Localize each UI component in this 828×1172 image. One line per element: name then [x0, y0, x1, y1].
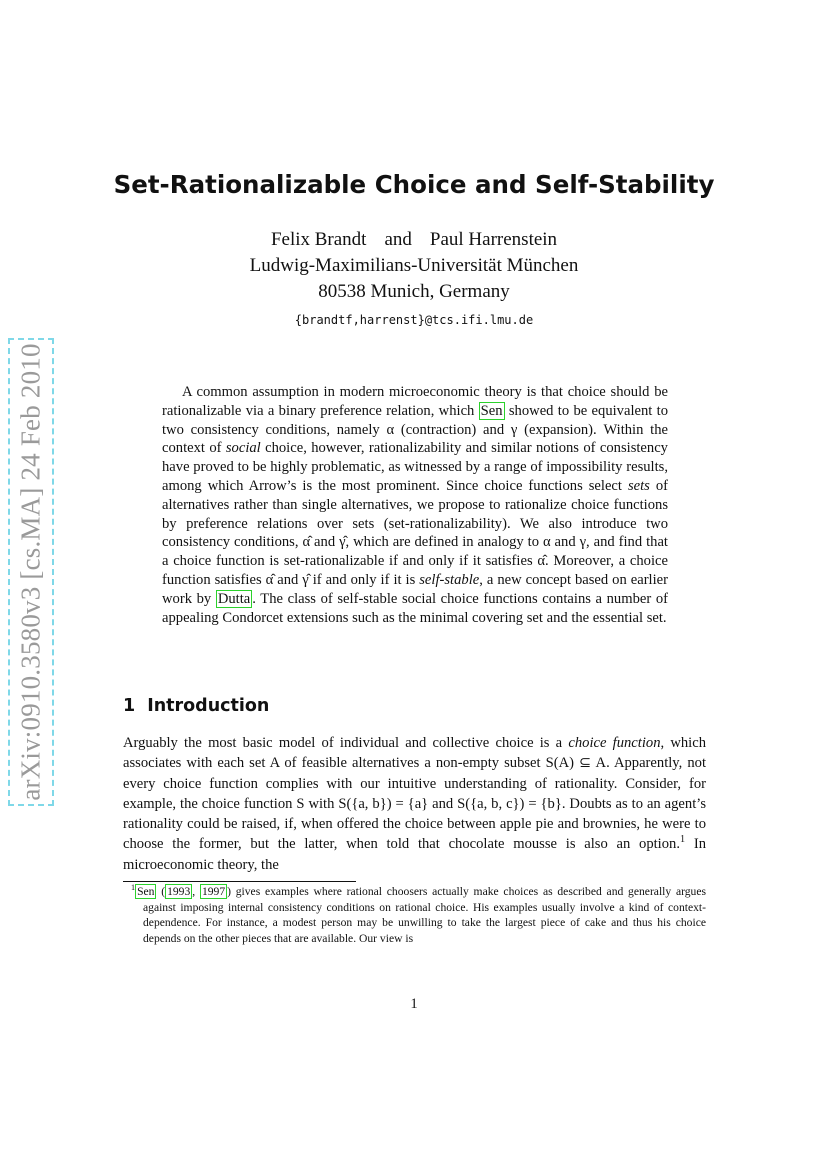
abstract-text: choice, however, rationalizability and similar notions of consistency have proved to be highly problematic, as witnessed by a range of impossibility results, among which Arrow’s is the most prominent. Since choice functions select — [162, 440, 668, 494]
abstract-text: showed to be equivalent to two consistency conditions, namely α (contraction) and γ (expansion). Within the context of — [162, 402, 668, 457]
citation-link[interactable]: Sen — [137, 885, 155, 898]
arxiv-stamp[interactable] — [8, 338, 54, 806]
footnote-text: , — [192, 885, 200, 898]
citation-link[interactable]: 1993 — [167, 885, 191, 898]
section-heading — [123, 696, 269, 716]
abstract-text: of alternatives rather than single alternatives, we propose to rationalize choice functions by preference relations over sets (set-rationalizability). We also introduce two consistency conditions, α̂ and γ̂, which are defined in analogy to α and γ, and find that a choice function is set-rationalizable if and only if it satisfies α̂. Moreover, a choice function satisfies α̂ and γ̂ if and only if it is — [162, 477, 668, 588]
abstract-emphasis: self-stable — [419, 571, 480, 588]
abstract-text: , a new concept based on earlier work by — [162, 571, 669, 607]
page-number: 1 — [410, 996, 418, 1012]
section-number: 1 — [123, 696, 136, 716]
body-text: , which associates with each set A of feasible alternatives a non-empty subset S(A) ⊆ A. Apparently, not every choice function complies with our intuitive understanding of rationality. Consider, for example, the choice function S with S({a, b}) = {a} and S({a, b, c}) = {b}. Doubts as to an agent’s rationality could be raised, if, when offered the choice between apple pie and brownies, he were to choose the former, but the latter, when told that chocolate mousse is also an option. — [123, 735, 707, 853]
body-text: Arguably the most basic model of individual and collective choice is a — [123, 735, 569, 751]
abstract-emphasis: social — [225, 440, 261, 457]
abstract-emphasis: sets — [627, 477, 650, 494]
footnote-rule — [123, 881, 356, 882]
body-emphasis: choice function — [568, 735, 661, 751]
author-conjunction: and — [384, 229, 412, 250]
address: 80538 Munich, Germany — [318, 281, 510, 302]
body-text: In microeconomic theory, the — [123, 836, 706, 873]
intro-paragraph — [123, 733, 706, 875]
abstract — [162, 383, 668, 627]
footnote — [123, 884, 706, 946]
author-line — [0, 227, 828, 253]
email: {brandtf,harrenst}@tcs.ifi.lmu.de — [294, 313, 534, 327]
author-name: Paul Harrenstein — [429, 229, 558, 250]
affiliation: Ludwig-Maximilians-Universität München — [249, 255, 579, 276]
footnote-mark[interactable]: 1 — [679, 834, 686, 846]
abstract-text: . The class of self-stable social choice functions contains a number of appealing Condorcet extensions such as the minimal covering set and the essential set. — [162, 590, 669, 626]
citation-link[interactable]: Dutta — [217, 590, 251, 607]
arxiv-identifier[interactable]: arXiv:0910.3580v3 [cs.MA] 24 Feb 2010 — [15, 343, 46, 801]
citation-link[interactable]: Sen — [480, 402, 503, 419]
section-title: Introduction — [147, 696, 270, 716]
abstract-text: A common assumption in modern microeconomic theory is that choice should be rationalizable via a binary preference relation, which — [162, 384, 668, 419]
footnote-number: 1 — [131, 883, 136, 893]
footnote-text: ) gives examples where rational choosers actually make choices as described and generally argues against imposing internal consistency conditions on rational choice. His examples usually involve a kind of context-dependence. For instance, a modest person may be unwilling to take the largest piece of cake and thus his choice depends on the other pieces that are available. Our view is — [143, 885, 706, 945]
author-name: Felix Brandt — [270, 229, 367, 250]
citation-link[interactable]: 1997 — [201, 885, 226, 898]
author-block — [0, 227, 828, 329]
paper-title: Set-Rationalizable Choice and Self-Stability — [113, 170, 715, 199]
footnote-text: ( — [156, 885, 166, 898]
